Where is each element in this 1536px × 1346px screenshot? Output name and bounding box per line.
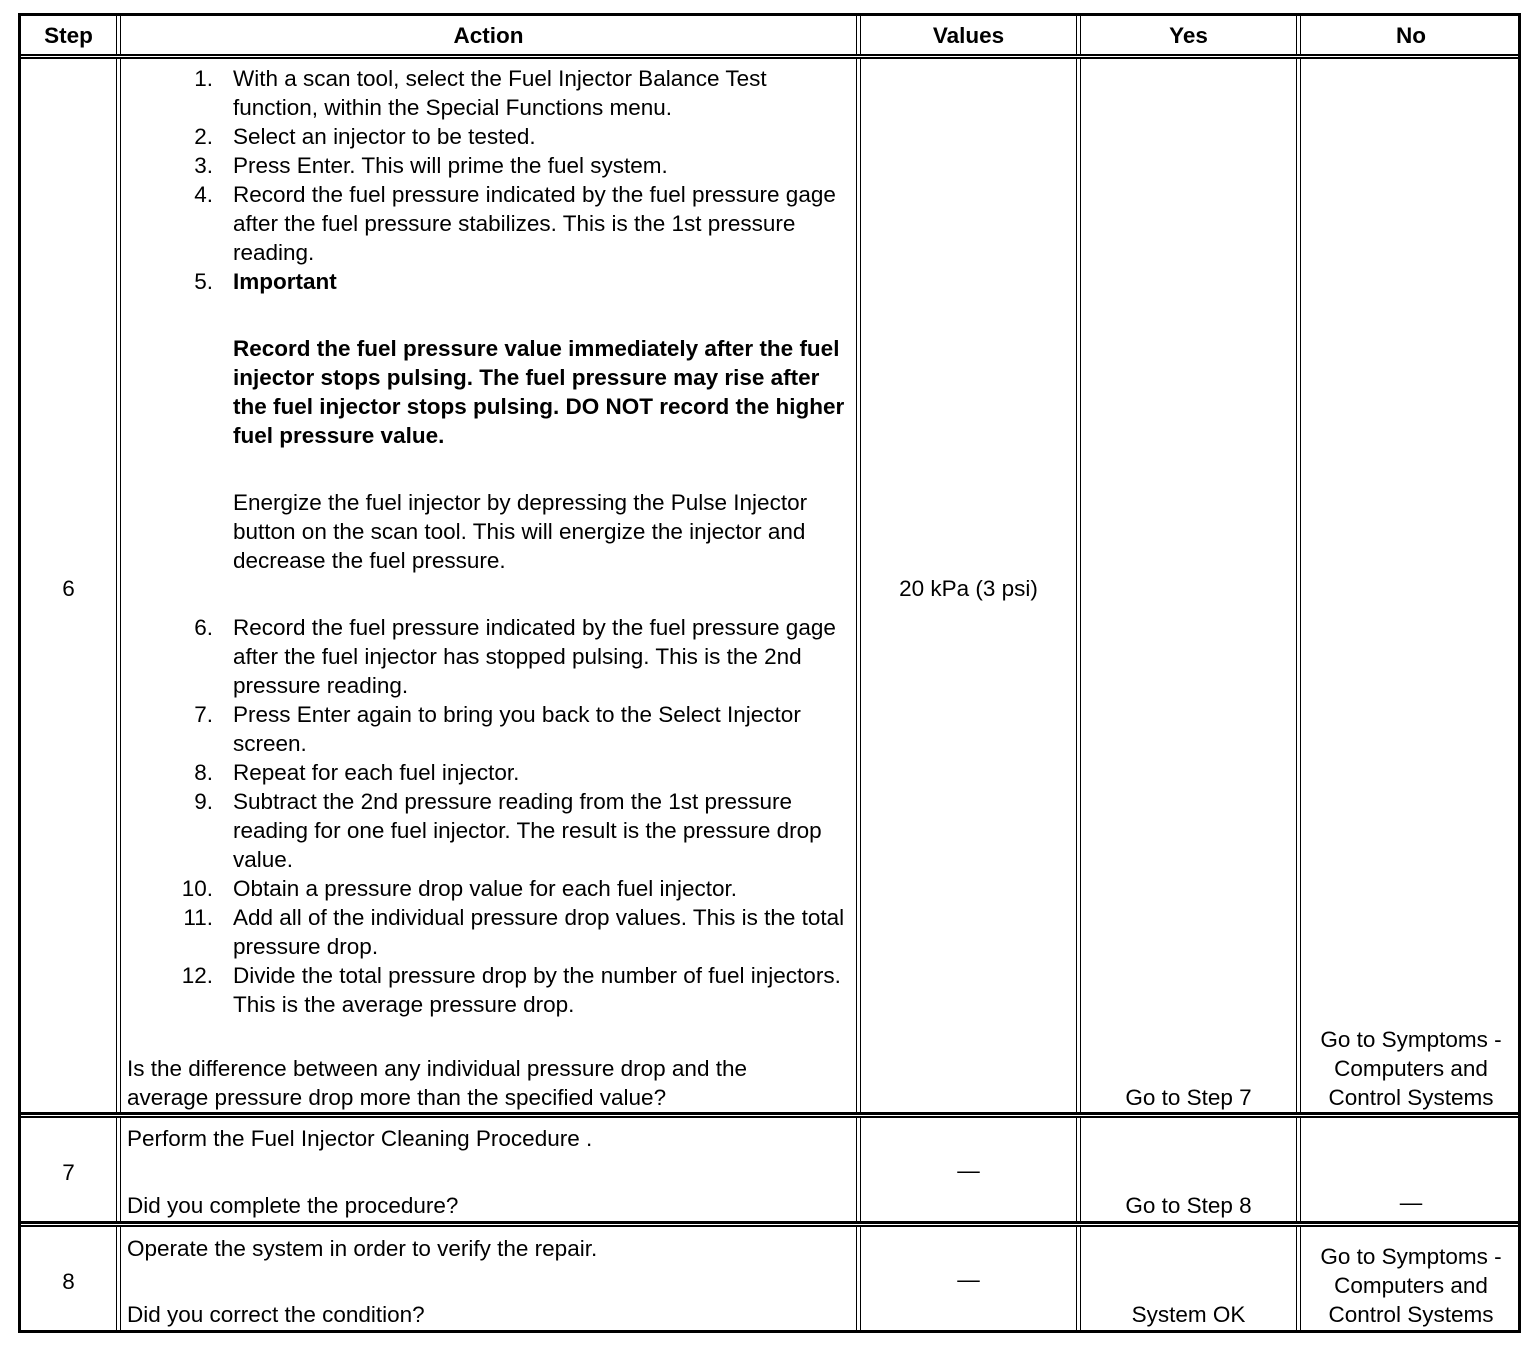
item-number: 2. bbox=[194, 124, 213, 149]
column-divider bbox=[116, 16, 121, 1330]
item-text: Select an injector to be tested. bbox=[233, 124, 536, 149]
header-values: Values bbox=[932, 23, 1005, 48]
question-text: Is the difference between any individual pressure drop and the average pressure drop more than the specified value? bbox=[127, 1056, 747, 1110]
item-text: Obtain a pressure drop value for each fuel injector. bbox=[233, 876, 738, 901]
value-text: 20 kPa (3 psi) bbox=[899, 576, 1038, 601]
column-divider bbox=[1076, 16, 1081, 1330]
list-item bbox=[127, 180, 855, 267]
header-yes: Yes bbox=[1169, 23, 1208, 48]
item-number: 5. bbox=[194, 269, 213, 294]
step-number: 7 bbox=[62, 1160, 75, 1185]
yes-result: Go to Step 7 bbox=[1125, 1085, 1252, 1110]
item-number: 8. bbox=[194, 760, 213, 785]
row-divider bbox=[21, 54, 1518, 59]
header-no: No bbox=[1396, 23, 1426, 48]
item-number: 6. bbox=[194, 615, 213, 640]
item-text: Divide the total pressure drop by the number of fuel injectors. This is the average pressure drop. bbox=[233, 963, 841, 1017]
action-text: Perform the Fuel Injector Cleaning Procedure . bbox=[127, 1126, 593, 1151]
list-item bbox=[127, 787, 855, 874]
question-text: Did you correct the condition? bbox=[127, 1302, 425, 1327]
item-number: 3. bbox=[194, 153, 213, 178]
item-number: 9. bbox=[194, 789, 213, 814]
row-divider bbox=[21, 1112, 1518, 1118]
item-text: Record the fuel pressure indicated by the fuel pressure gage after the fuel injector has stopped pulsing. This is the 2nd pressure reading. bbox=[233, 615, 836, 698]
item-text: Press Enter again to bring you back to the Select Injector screen. bbox=[233, 702, 801, 756]
item-text: With a scan tool, select the Fuel Injector Balance Test function, within the Special Functions menu. bbox=[233, 66, 767, 120]
item-text: Add all of the individual pressure drop values. This is the total pressure drop. bbox=[233, 905, 845, 959]
step-number: 8 bbox=[62, 1269, 75, 1294]
no-result: — bbox=[1399, 1190, 1423, 1215]
no-result: Go to Symptoms - Computers and Control Systems bbox=[1320, 1027, 1502, 1110]
header-step: Step bbox=[44, 23, 93, 48]
list-item bbox=[127, 151, 855, 180]
question-text: Did you complete the procedure? bbox=[127, 1193, 459, 1218]
column-divider bbox=[856, 16, 861, 1330]
list-item bbox=[127, 758, 855, 787]
column-divider bbox=[1296, 16, 1301, 1330]
action-cell bbox=[127, 64, 855, 1019]
item-number: 4. bbox=[194, 182, 213, 207]
important-heading: Important bbox=[233, 269, 337, 294]
list-item bbox=[127, 961, 855, 1019]
item-text: Press Enter. This will prime the fuel system. bbox=[233, 153, 668, 178]
yes-result: Go to Step 8 bbox=[1125, 1193, 1252, 1218]
item-text: Subtract the 2nd pressure reading from the 1st pressure reading for one fuel injector. The result is the pressure drop value. bbox=[233, 789, 822, 872]
item-number: 7. bbox=[194, 702, 213, 727]
list-item bbox=[127, 903, 855, 961]
row-divider bbox=[21, 1221, 1518, 1227]
action-text: Operate the system in order to verify the repair. bbox=[127, 1236, 598, 1261]
diagnostic-table bbox=[18, 13, 1521, 1333]
list-item bbox=[127, 700, 855, 758]
instruction-list bbox=[127, 64, 855, 1019]
item-text: Repeat for each fuel injector. bbox=[233, 760, 520, 785]
item-number: 1. bbox=[194, 66, 213, 91]
list-item bbox=[127, 267, 855, 613]
item-number: 10. bbox=[181, 876, 213, 901]
yes-result: System OK bbox=[1131, 1302, 1246, 1327]
header-action: Action bbox=[453, 23, 524, 48]
item-text: Energize the fuel injector by depressing the Pulse Injector button on the scan tool. This will energize the injector and decrease the fuel pressure. bbox=[233, 490, 808, 573]
list-item bbox=[127, 874, 855, 903]
no-result: Go to Symptoms - Computers and Control Systems bbox=[1320, 1244, 1502, 1327]
important-note: Record the fuel pressure value immediately after the fuel injector stops pulsing. The fuel pressure may rise after the fuel injector stops pulsing. DO NOT record the higher fuel pressure value. bbox=[233, 336, 845, 448]
list-item bbox=[127, 613, 855, 700]
item-text: Record the fuel pressure indicated by the fuel pressure gage after the fuel pressure stabilizes. This is the 1st pressure reading. bbox=[233, 182, 836, 265]
list-item bbox=[127, 122, 855, 151]
list-item bbox=[127, 64, 855, 122]
step-number: 6 bbox=[62, 576, 75, 601]
value-text: — bbox=[957, 1267, 980, 1292]
item-number: 12. bbox=[181, 963, 213, 988]
item-number: 11. bbox=[183, 905, 213, 930]
value-text: — bbox=[957, 1158, 980, 1183]
